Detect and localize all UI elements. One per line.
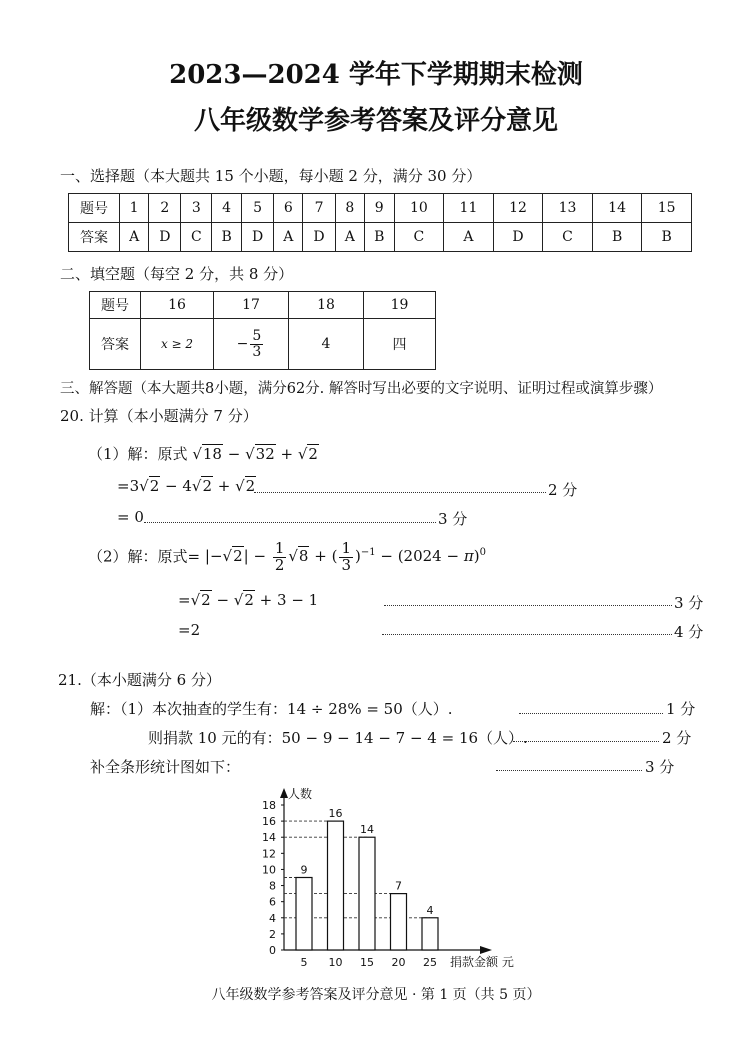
cell: 1 (120, 194, 149, 223)
y-tick-label: 2 (269, 927, 276, 941)
cell: B (364, 223, 394, 252)
cell: 10 (394, 194, 444, 223)
label: （1）解：原式 (88, 445, 188, 463)
score: 3 分 (438, 510, 468, 528)
y-tick-label: 18 (262, 799, 276, 812)
q20-part2-line3: =2 (178, 621, 201, 639)
x-tick-label: 15 (360, 956, 374, 969)
cell: C (181, 223, 212, 252)
section2-heading: 二、填空题（每空 2 分，共 8 分） (60, 265, 294, 283)
minus-sign: − (236, 336, 249, 352)
bar (328, 821, 344, 950)
bar (296, 878, 312, 951)
x-tick-label: 10 (328, 956, 343, 969)
cell: D (493, 223, 543, 252)
bar (359, 837, 375, 950)
y-tick-label: 12 (262, 847, 276, 861)
leader-dots (144, 522, 436, 523)
donation-bar-chart (240, 780, 540, 975)
score: 3 分 (645, 758, 675, 776)
bar-value-label: 16 (328, 807, 343, 821)
y-axis-label: 人数 (288, 787, 313, 801)
choice-answer-table (68, 193, 692, 252)
score: 1 分 (666, 700, 696, 718)
section3-heading: 三、解答题（本大题共8小题，满分62分. 解答时写出必要的文字说明、证明过程或演算步骤） (60, 381, 663, 397)
cell: 12 (493, 194, 543, 223)
q21-line3: 补全条形统计图如下： (90, 758, 241, 776)
cell: 6 (274, 194, 303, 223)
cell: A (335, 223, 364, 252)
y-tick-label: 8 (269, 879, 276, 893)
cell: 18 (289, 292, 364, 319)
cell: 17 (214, 292, 289, 319)
choice-answer-row (69, 223, 692, 252)
section1-heading: 一、选择题（本大题共 15 个小题，每小题 2 分，满分 30 分） (60, 167, 482, 185)
numerator: 5 (252, 327, 262, 344)
cell: D (242, 223, 274, 252)
q20-part1-line3: = 0 (117, 508, 144, 526)
cell: 9 (364, 194, 394, 223)
row-label: 答案 (90, 319, 141, 370)
x-axis-arrow (480, 946, 492, 954)
x-tick-label: 25 (423, 956, 437, 969)
page-title: 2023—2024 学年下学期期末检测 (169, 60, 583, 90)
leader-dots (519, 713, 663, 714)
score: 4 分 (674, 623, 704, 641)
bar (422, 918, 438, 950)
bar-value-label: 14 (360, 823, 374, 837)
cell: A (444, 223, 494, 252)
fill-number-row (90, 292, 436, 319)
bar-value-label: 9 (300, 863, 308, 877)
score: 3 分 (674, 594, 704, 612)
q20-heading: 20. 计算（本小题满分 7 分） (60, 407, 258, 425)
cell (214, 319, 289, 370)
x-axis-label: 捐款金额 元 (450, 955, 514, 969)
cell: 4 (212, 194, 242, 223)
x-tick-label: 5 (300, 956, 308, 969)
cell: 11 (444, 194, 494, 223)
cell: 2 (149, 194, 181, 223)
q21-line2: 则捐款 10 元的有：50 − 9 − 14 − 7 − 4 = 16（人）. (148, 729, 528, 747)
cell: 5 (242, 194, 274, 223)
cell: 3 (181, 194, 212, 223)
bar-value-label: 4 (426, 903, 434, 917)
cell: D (303, 223, 335, 252)
q21-line1: 解：（1）本次抽查的学生有：14 ÷ 28% = 50（人）. (90, 700, 453, 718)
fill-answer-table (89, 291, 436, 370)
label: （2）解：原式= (88, 547, 201, 566)
cell: 8 (335, 194, 364, 223)
leader-dots (513, 741, 659, 742)
fill-answer-row (90, 319, 436, 370)
cell: D (149, 223, 181, 252)
denominator: 3 (252, 343, 262, 360)
leader-dots (384, 605, 672, 606)
cell: 15 (642, 194, 692, 223)
cell: 四 (364, 319, 436, 370)
y-tick-label: 10 (262, 863, 276, 877)
leader-dots (382, 634, 672, 635)
cell: B (592, 223, 642, 252)
row-label: 答案 (69, 223, 120, 252)
page-footer: 八年级数学参考答案及评分意见 · 第 1 页（共 5 页） (211, 987, 541, 1003)
y-tick-label: 14 (262, 831, 276, 845)
score: 2 分 (662, 729, 692, 747)
cell: A (274, 223, 303, 252)
row-label: 题号 (69, 194, 120, 223)
cell: B (212, 223, 242, 252)
fraction (250, 329, 263, 359)
cell: 7 (303, 194, 335, 223)
score: 2 分 (548, 481, 578, 499)
cell: C (394, 223, 444, 252)
leader-dots (496, 770, 642, 771)
cell: A (120, 223, 149, 252)
q21-heading: 21.（本小题满分 6 分） (58, 671, 221, 689)
q20-part2-line1 (88, 541, 486, 574)
q20-part2-line2: =√2 − √2 + 3 − 1 (178, 591, 319, 609)
choice-number-row (69, 194, 692, 223)
bar-value-label: 7 (395, 879, 402, 893)
q20-part1-line1 (88, 443, 319, 464)
cell: B (642, 223, 692, 252)
leader-dots (254, 492, 546, 493)
y-tick-label: 6 (269, 895, 276, 909)
page-subtitle: 八年级数学参考答案及评分意见 (193, 106, 558, 136)
bar (391, 894, 407, 950)
row-label: 题号 (90, 292, 141, 319)
expression: |−√2| − $\frac{1}{2}$ √8 + ( $\frac{1}{3}$ )$^{-1} - (2024 - \pi)^0$ (204, 539, 486, 574)
y-tick-label: 0 (269, 944, 276, 957)
expression: √18 − √32 + √2 (192, 445, 318, 463)
q20-part1-line2: =3√2 − 4√2 + √2 (117, 477, 256, 495)
cell: 4 (289, 319, 364, 370)
y-tick-label: 4 (269, 911, 276, 925)
cell: C (543, 223, 593, 252)
x-tick-label: 20 (391, 956, 406, 969)
cell: 14 (592, 194, 642, 223)
cell: 13 (543, 194, 593, 223)
cell: 16 (141, 292, 214, 319)
y-axis-arrow (280, 788, 288, 798)
cell: x ≥ 2 (141, 319, 214, 370)
y-tick-label: 16 (262, 815, 276, 829)
cell: 19 (364, 292, 436, 319)
